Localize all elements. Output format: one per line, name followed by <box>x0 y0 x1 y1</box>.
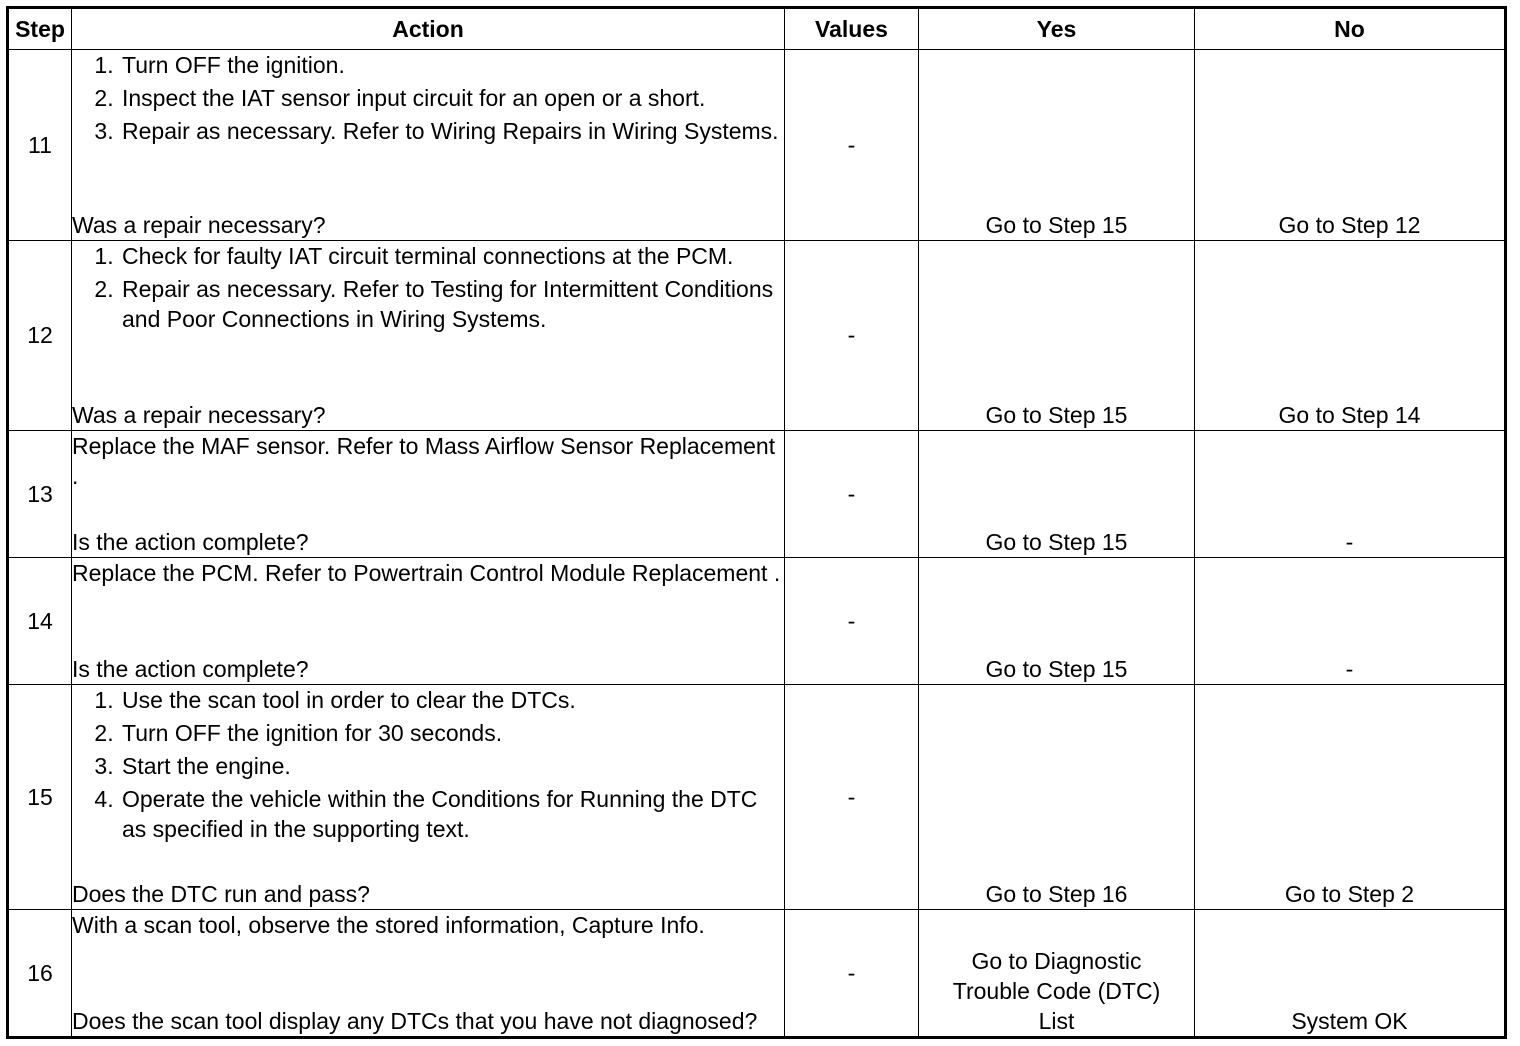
step-number: 11 <box>8 50 72 241</box>
table-row <box>8 431 1506 558</box>
step-number: 12 <box>8 241 72 431</box>
step-number: 14 <box>8 558 72 685</box>
header-yes: Yes <box>919 8 1195 50</box>
action-steps <box>72 241 784 337</box>
no-link[interactable]: Go to Step 12 <box>1195 50 1506 241</box>
list-item: 1. Check for faulty IAT circuit terminal connections at the PCM. <box>120 241 784 271</box>
action-cell <box>72 910 785 1038</box>
action-cell <box>72 241 785 431</box>
diagnostic-table <box>6 6 1507 1039</box>
action-cell <box>72 431 785 558</box>
header-no: No <box>1195 8 1506 50</box>
no-link[interactable]: Go to Step 14 <box>1195 241 1506 431</box>
table-row <box>8 50 1506 241</box>
action-text: Replace the PCM. Refer to Powertrain Control Module Replacement . <box>72 560 781 586</box>
step-number: 15 <box>8 685 72 910</box>
values-cell: - <box>785 431 919 558</box>
table-row <box>8 685 1506 910</box>
list-item: 2. Turn OFF the ignition for 30 seconds. <box>120 718 784 748</box>
table-row <box>8 558 1506 685</box>
header-row <box>8 8 1506 50</box>
list-item: 1. Use the scan tool in order to clear the DTCs. <box>120 685 784 715</box>
action-question: Was a repair necessary? <box>72 402 326 428</box>
action-steps <box>72 685 784 847</box>
no-value: - <box>1195 558 1506 685</box>
values-cell: - <box>785 50 919 241</box>
step-number: 16 <box>8 910 72 1038</box>
action-cell <box>72 685 785 910</box>
action-question: Does the scan tool display any DTCs that you have not diagnosed? <box>72 1008 758 1034</box>
list-item: 3. Start the engine. <box>120 751 784 781</box>
values-cell: - <box>785 241 919 431</box>
yes-link[interactable]: Go to Diagnostic Trouble Code (DTC) List <box>919 910 1195 1038</box>
list-item: 2. Inspect the IAT sensor input circuit for an open or a short. <box>120 83 784 113</box>
values-cell: - <box>785 685 919 910</box>
step-number: 13 <box>8 431 72 558</box>
header-step: Step <box>8 8 72 50</box>
list-item: 1. Turn OFF the ignition. <box>120 50 784 80</box>
values-cell: - <box>785 910 919 1038</box>
action-text: Replace the MAF sensor. Refer to Mass Airflow Sensor Replacement . <box>72 433 776 489</box>
values-cell: - <box>785 558 919 685</box>
action-question: Is the action complete? <box>72 656 309 682</box>
action-question: Is the action complete? <box>72 529 309 555</box>
action-text: With a scan tool, observe the stored information, Capture Info. <box>72 912 705 938</box>
no-value: System OK <box>1195 910 1506 1038</box>
action-cell <box>72 558 785 685</box>
yes-link[interactable]: Go to Step 15 <box>919 241 1195 431</box>
header-action: Action <box>72 8 785 50</box>
no-value: - <box>1195 431 1506 558</box>
yes-link[interactable]: Go to Step 15 <box>919 431 1195 558</box>
list-item: 4. Operate the vehicle within the Conditions for Running the DTC as specified in the supporting text. <box>120 784 784 844</box>
header-values: Values <box>785 8 919 50</box>
table-row <box>8 910 1506 1038</box>
yes-link[interactable]: Go to Step 16 <box>919 685 1195 910</box>
list-item: 2. Repair as necessary. Refer to Testing for Intermittent Conditions and Poor Connections in Wiring Systems. <box>120 274 784 334</box>
action-question: Does the DTC run and pass? <box>72 881 370 907</box>
yes-link[interactable]: Go to Step 15 <box>919 558 1195 685</box>
action-cell <box>72 50 785 241</box>
yes-link[interactable]: Go to Step 15 <box>919 50 1195 241</box>
action-steps <box>72 50 784 149</box>
table-row <box>8 241 1506 431</box>
no-link[interactable]: Go to Step 2 <box>1195 685 1506 910</box>
action-question: Was a repair necessary? <box>72 212 326 238</box>
list-item: 3. Repair as necessary. Refer to Wiring Repairs in Wiring Systems. <box>120 116 784 146</box>
